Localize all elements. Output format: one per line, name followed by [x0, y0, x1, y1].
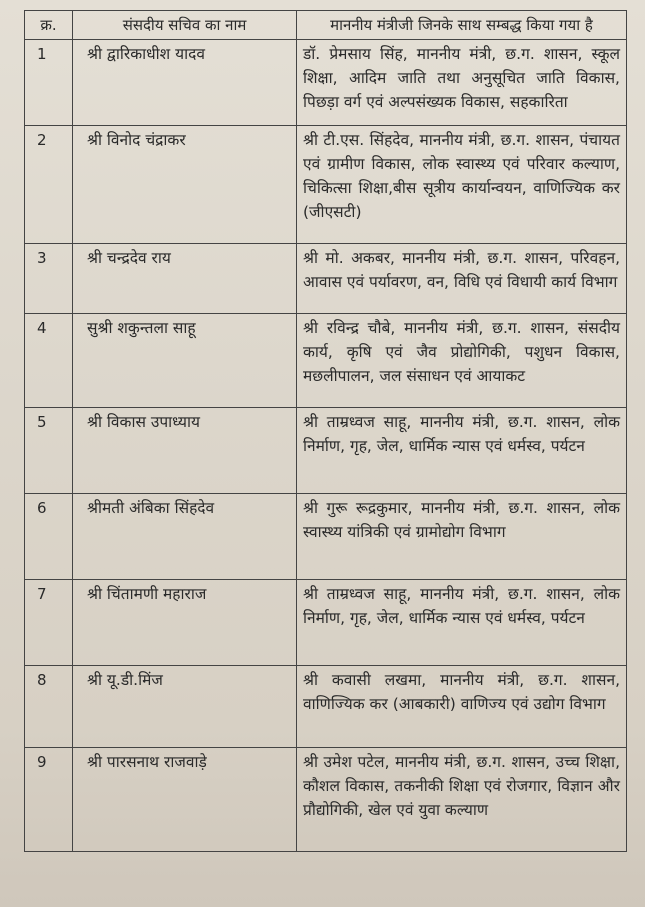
row-serial: 8 [25, 666, 73, 748]
row-secretary-name: श्री पारसनाथ राजवाड़े [73, 748, 297, 852]
row-minister-portfolio: श्री कवासी लखमा, माननीय मंत्री, छ.ग. शासन, वाणिज्यिक कर (आबकारी) वाणिज्य एवं उद्योग विभाग [297, 666, 627, 748]
row-secretary-name: श्रीमती अंबिका सिंहदेव [73, 494, 297, 580]
secretaries-table [24, 10, 627, 852]
table-row [25, 408, 627, 494]
table-row [25, 666, 627, 748]
header-secretary-name: संसदीय सचिव का नाम [73, 11, 297, 40]
row-minister-portfolio: श्री मो. अकबर, माननीय मंत्री, छ.ग. शासन, परिवहन, आवास एवं पर्यावरण, वन, विधि एवं विधायी कार्य विभाग [297, 244, 627, 314]
row-secretary-name: श्री विनोद चंद्राकर [73, 126, 297, 244]
row-minister-portfolio: डॉ. प्रेमसाय सिंह, माननीय मंत्री, छ.ग. शासन, स्कूल शिक्षा, आदिम जाति तथा अनुसूचित जाति विकास, पिछड़ा वर्ग एवं अल्पसंख्यक विकास, सहकारिता [297, 40, 627, 126]
table-row [25, 40, 627, 126]
row-minister-portfolio: श्री रविन्द्र चौबे, माननीय मंत्री, छ.ग. शासन, संसदीय कार्य, कृषि एवं जैव प्रोद्योगिकी, पशुधन विकास, मछलीपालन, जल संसाधन एवं आयाकट [297, 314, 627, 408]
header-serial: क्र. [25, 11, 73, 40]
row-serial: 6 [25, 494, 73, 580]
row-secretary-name: सुश्री शकुन्तला साहू [73, 314, 297, 408]
row-secretary-name: श्री चन्द्रदेव राय [73, 244, 297, 314]
row-minister-portfolio: श्री ताम्रध्वज साहू, माननीय मंत्री, छ.ग. शासन, लोक निर्माण, गृह, जेल, धार्मिक न्यास एवं धर्मस्व, पर्यटन [297, 408, 627, 494]
table-row [25, 126, 627, 244]
row-minister-portfolio: श्री उमेश पटेल, माननीय मंत्री, छ.ग. शासन, उच्च शिक्षा, कौशल विकास, तकनीकी शिक्षा एवं रोजगार, विज्ञान और प्रौद्योगिकी, खेल एवं युवा कल्याण [297, 748, 627, 852]
row-serial: 3 [25, 244, 73, 314]
row-serial: 4 [25, 314, 73, 408]
row-minister-portfolio: श्री टी.एस. सिंहदेव, माननीय मंत्री, छ.ग. शासन, पंचायत एवं ग्रामीण विकास, लोक स्वास्थ्य एवं परिवार कल्याण, चिकित्सा शिक्षा,बीस सूत्रीय कार्यान्वयन, वाणिज्यिक कर (जीएसटी) [297, 126, 627, 244]
row-serial: 2 [25, 126, 73, 244]
row-serial: 9 [25, 748, 73, 852]
row-secretary-name: श्री चिंतामणी महाराज [73, 580, 297, 666]
table-header-row [25, 11, 627, 40]
row-secretary-name: श्री द्वारिकाधीश यादव [73, 40, 297, 126]
row-serial: 7 [25, 580, 73, 666]
row-minister-portfolio: श्री गुरू रूद्रकुमार, माननीय मंत्री, छ.ग. शासन, लोक स्वास्थ्य यांत्रिकी एवं ग्रामोद्योग विभाग [297, 494, 627, 580]
row-serial: 5 [25, 408, 73, 494]
table-row [25, 748, 627, 852]
row-serial: 1 [25, 40, 73, 126]
table-row [25, 494, 627, 580]
table-row [25, 314, 627, 408]
table-row [25, 580, 627, 666]
row-secretary-name: श्री यू.डी.मिंज [73, 666, 297, 748]
row-minister-portfolio: श्री ताम्रध्वज साहू, माननीय मंत्री, छ.ग. शासन, लोक निर्माण, गृह, जेल, धार्मिक न्यास एवं धर्मस्व, पर्यटन [297, 580, 627, 666]
header-minister: माननीय मंत्रीजी जिनके साथ सम्बद्ध किया गया है [297, 11, 627, 40]
table-row [25, 244, 627, 314]
row-secretary-name: श्री विकास उपाध्याय [73, 408, 297, 494]
